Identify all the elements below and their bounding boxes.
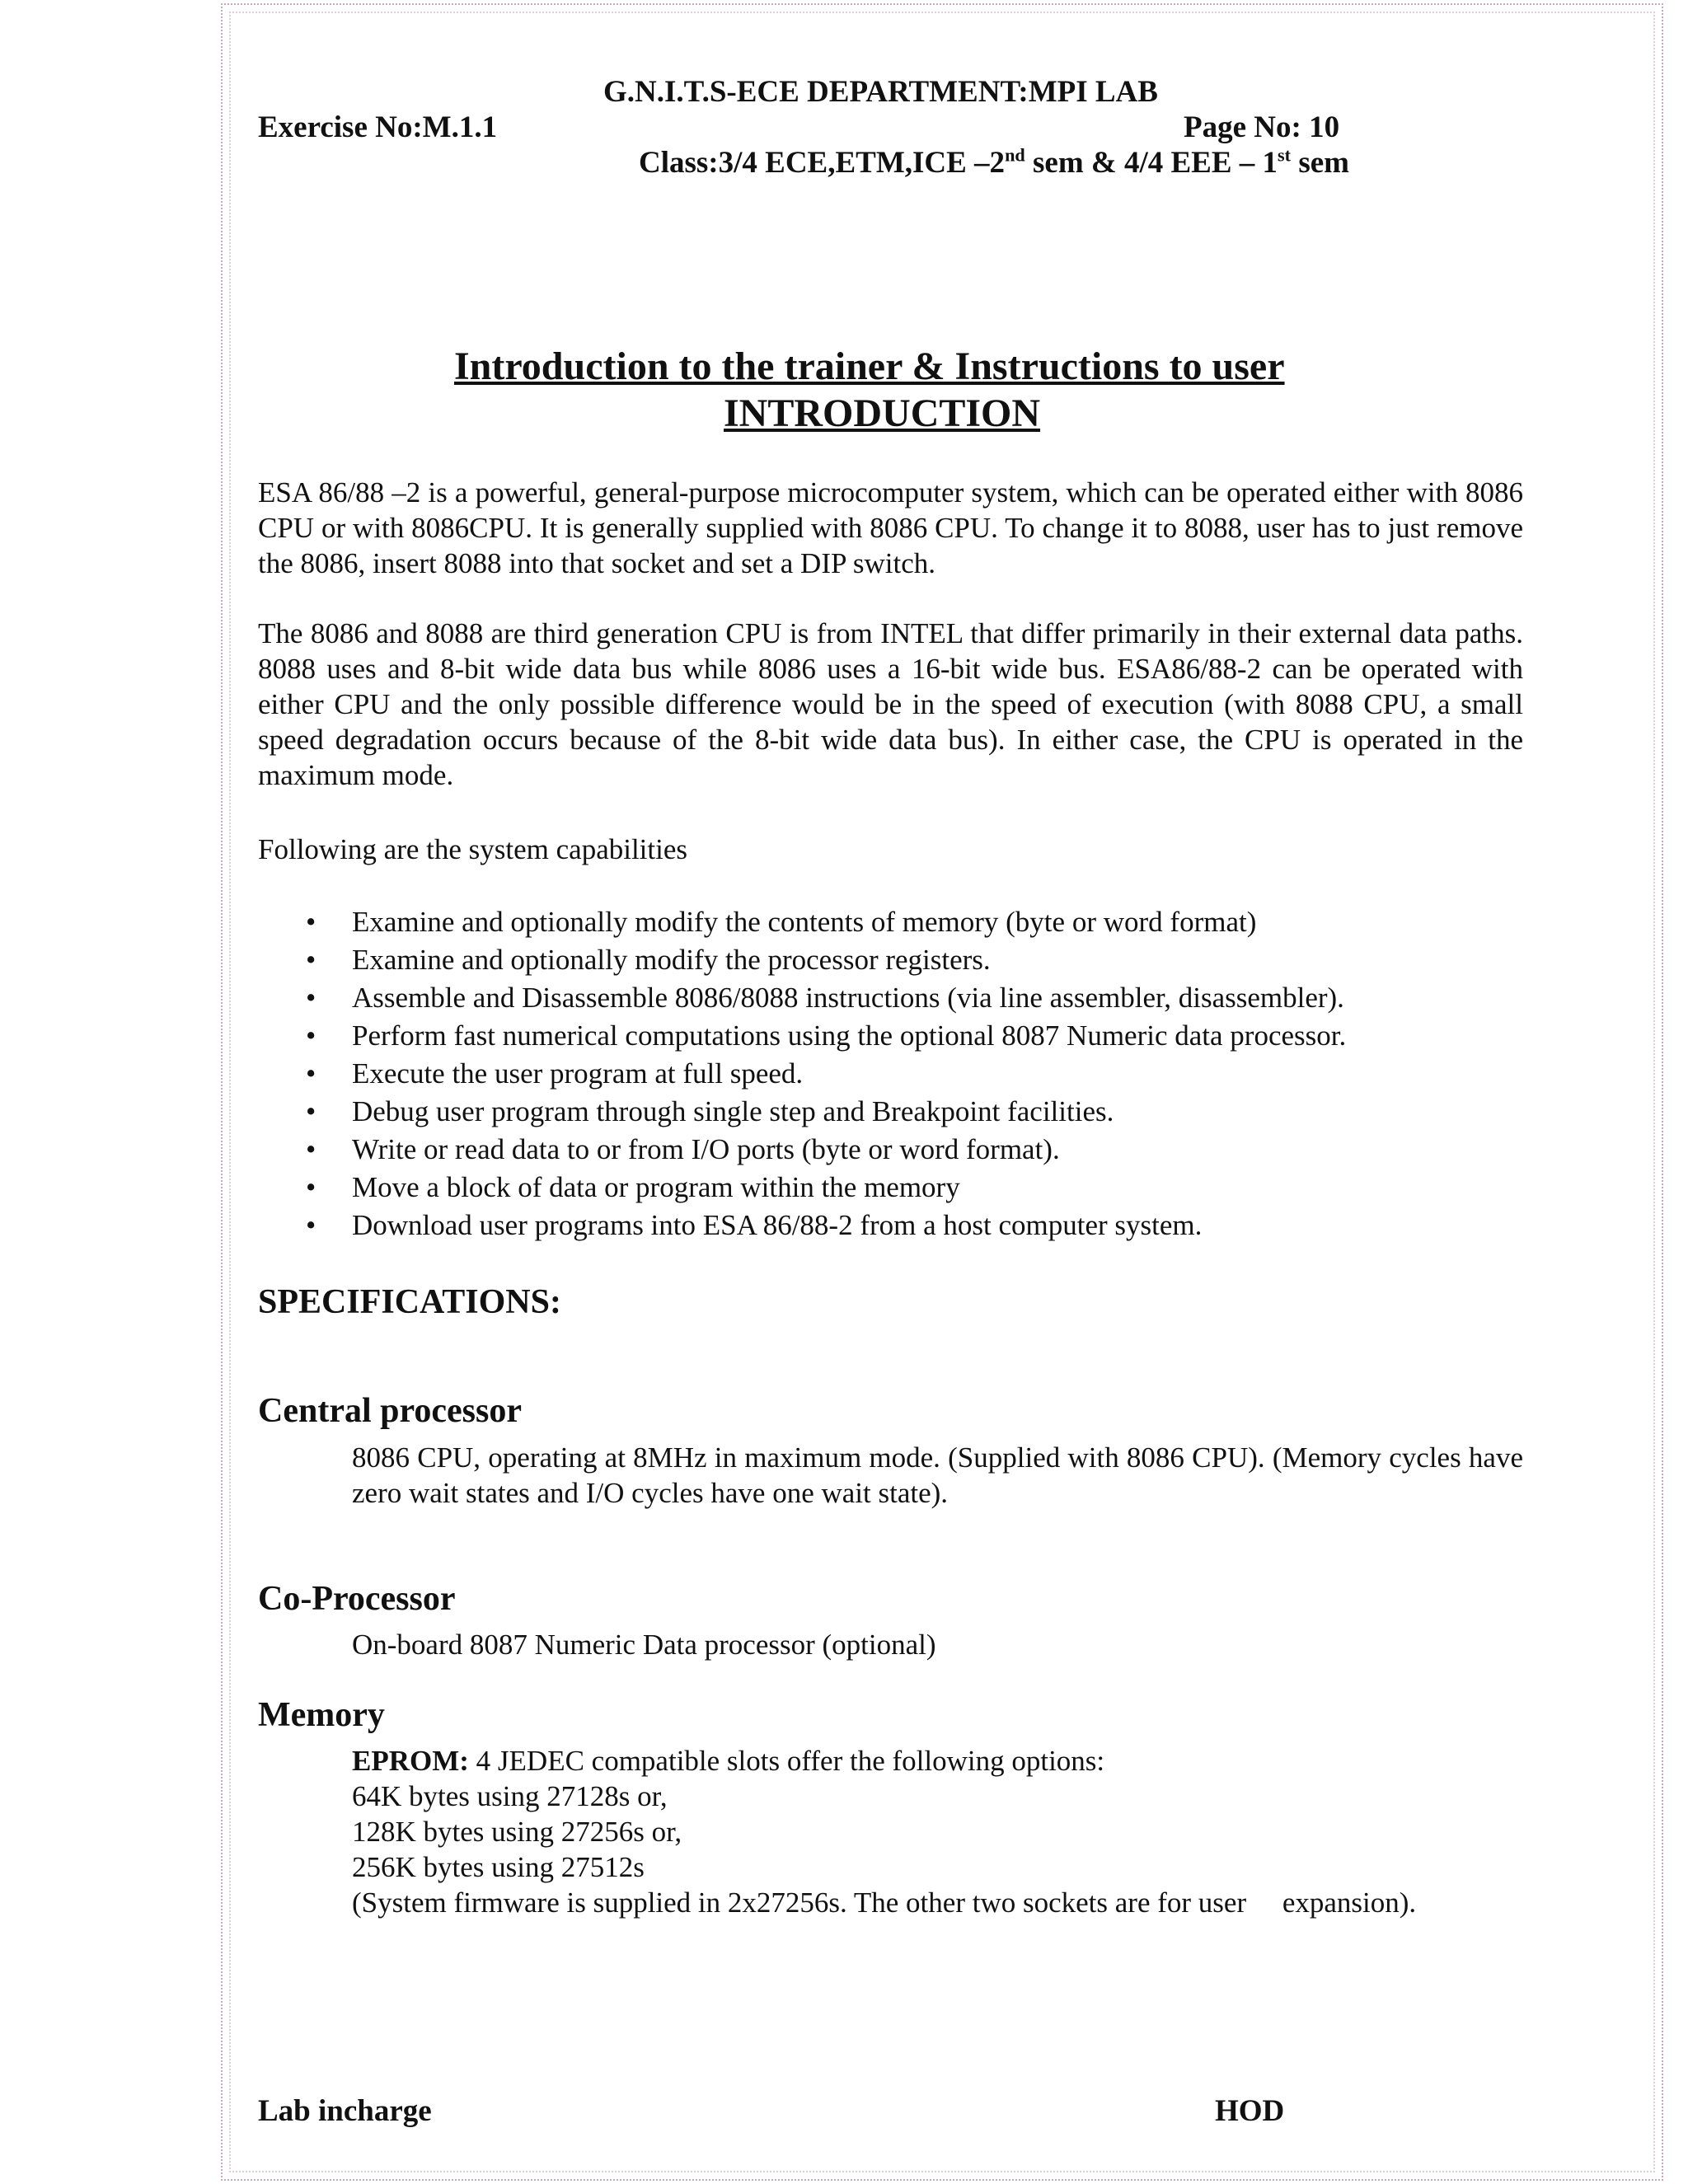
list-item: • Examine and optionally modify the contents of memory (byte or word format) — [258, 903, 1346, 941]
hod-label: HOD — [1215, 2094, 1285, 2128]
capabilities-intro: Following are the system capabilities — [258, 833, 688, 865]
department-title: G.N.I.T.S-ECE DEPARTMENT:MPI LAB — [603, 75, 1158, 109]
page-title: Introduction to the trainer & Instructions to user — [454, 344, 1285, 388]
class-info: Class:3/4 ECE,ETM,ICE –2nd sem & 4/4 EEE – 1st sem — [639, 144, 1349, 180]
section-title: INTRODUCTION — [724, 391, 1041, 435]
page-number: Page No: 10 — [1184, 110, 1340, 144]
list-item: • Download user programs into ESA 86/88-2 from a host computer system. — [258, 1207, 1346, 1244]
coprocessor-heading: Co-Processor — [258, 1580, 456, 1618]
bullet-icon: • — [306, 906, 316, 938]
cpu-spec-text: 8086 CPU, operating at 8MHz in maximum mode. (Supplied with 8086 CPU). (Memory cycles have zero wait states and I/O cycles have one wait state). — [352, 1441, 1523, 1509]
bullet-icon: • — [306, 1171, 316, 1203]
bullet-icon: • — [306, 944, 316, 976]
lab-incharge-label: Lab incharge — [258, 2094, 432, 2128]
list-item: • Examine and optionally modify the processor registers. — [258, 941, 1346, 979]
cpu-paragraph: The 8086 and 8088 are third generation CPU is from INTEL that differ primarily in their external data paths. 8088 uses and 8-bit wide data bus while 8086 uses a 16-bit wide bus. ESA86/88-2 can be operated with either CPU and the only possible difference would be in the speed of execution (with 8088 CPU, a small speed degradation occurs because of the 8-bit wide data bus). In either case, the CPU is operated in the maximum mode. — [258, 617, 1523, 791]
bullet-icon: • — [306, 1057, 316, 1090]
coprocessor-text: On-board 8087 Numeric Data processor (optional) — [352, 1629, 936, 1661]
eprom-option: 128K bytes using 27256s or, — [352, 1816, 682, 1848]
eprom-label: EPROM: — [352, 1745, 469, 1777]
intro-paragraph: ESA 86/88 –2 is a powerful, general-purpose microcomputer system, which can be operated either with 8086 CPU or with 8086CPU. It is generally supplied with 8086 CPU. To change it to 8088, user has to just remove the 8086, insert 8088 into that socket and set a DIP switch. — [258, 476, 1523, 579]
specifications-heading: SPECIFICATIONS: — [258, 1283, 561, 1321]
eprom-option: 64K bytes using 27128s or, — [352, 1780, 668, 1812]
eprom-option: 256K bytes using 27512s — [352, 1851, 645, 1883]
bullet-icon: • — [306, 1019, 316, 1052]
bullet-icon: • — [306, 1133, 316, 1165]
list-item: • Move a block of data or program within the memory — [258, 1169, 1346, 1207]
firmware-note: (System firmware is supplied in 2x27256s. The other two sockets are for user expansion). — [352, 1886, 1417, 1919]
capabilities-list — [258, 903, 1346, 1244]
memory-heading: Memory — [258, 1696, 385, 1734]
list-item: • Write or read data to or from I/O ports (byte or word format). — [258, 1131, 1346, 1169]
bullet-icon: • — [306, 1209, 316, 1241]
list-item: • Assemble and Disassemble 8086/8088 instructions (via line assembler, disassembler). — [258, 979, 1346, 1017]
list-item: • Debug user program through single step and Breakpoint facilities. — [258, 1093, 1346, 1131]
bullet-icon: • — [306, 982, 316, 1014]
cpu-heading: Central processor — [258, 1392, 522, 1430]
eprom-line: EPROM: 4 JEDEC compatible slots offer the following options: — [352, 1745, 1105, 1777]
exercise-number: Exercise No:M.1.1 — [258, 110, 498, 144]
bullet-icon: • — [306, 1095, 316, 1127]
list-item: • Perform fast numerical computations using the optional 8087 Numeric data processor. — [258, 1017, 1346, 1055]
list-item: • Execute the user program at full speed. — [258, 1055, 1346, 1093]
